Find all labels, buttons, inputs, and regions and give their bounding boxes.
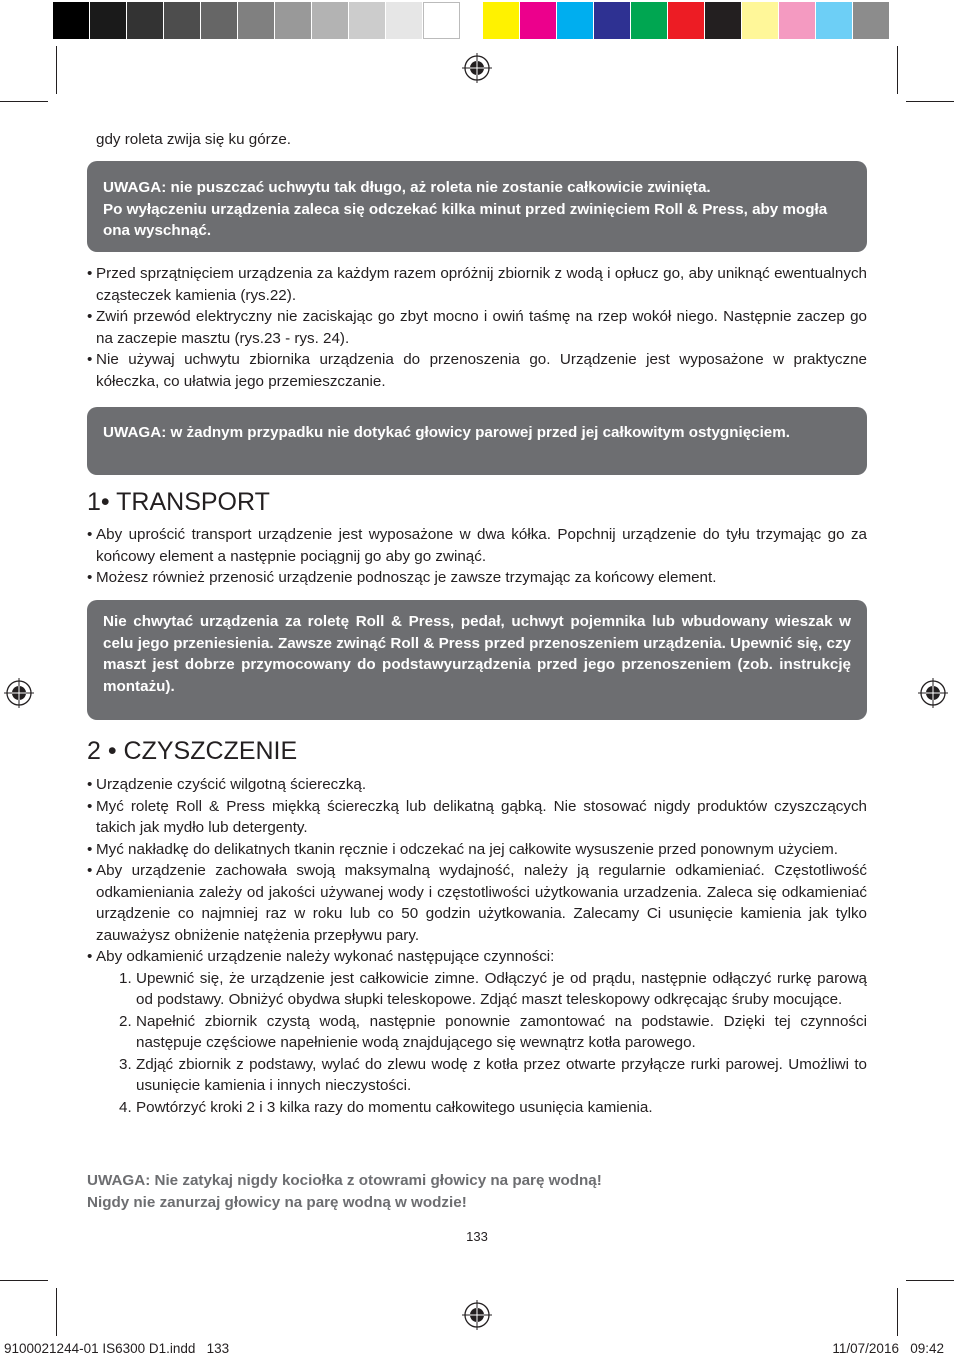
color-swatch	[779, 2, 816, 39]
crop-mark	[0, 1280, 48, 1281]
step-text: Napełnić zbiornik czystą wodą, następnie ponownie zamontować na podstawie. Dzięki tej czynności następuje częściowe napełnienie wodą znajdującego się wewnątrz kotła parowego.	[136, 1012, 867, 1051]
color-swatch	[853, 2, 890, 39]
crop-mark	[906, 101, 954, 102]
color-swatch	[816, 2, 853, 39]
footer-filename: 9100021244-01 IS6300 D1.indd 133	[4, 1341, 230, 1356]
page-number: 133	[466, 1229, 488, 1244]
color-swatch	[742, 2, 779, 39]
color-swatch	[668, 2, 705, 39]
intro-line: gdy roleta zwija się ku górze.	[96, 131, 291, 148]
list-item: • Nie używaj uchwytu zbiornika urządzenia do przenoszenia go. Urządzenie jest wyposażone w praktyczne kółeczka, co ułatwia jego przemieszczanie.	[87, 349, 867, 392]
list-item: • Możesz również przenosić urządzenie podnosząc je zawsze trzymając za końcowy element.	[87, 567, 867, 589]
step-number: 4.	[119, 1098, 132, 1116]
note-box-1	[87, 161, 867, 252]
color-swatch	[164, 2, 201, 39]
color-swatch	[275, 2, 312, 39]
color-swatch	[201, 2, 238, 39]
registration-mark-icon	[462, 1300, 492, 1330]
note-3-text: Nie chwytać urządzenia za roletę Roll & Press, pedał, uchwyt pojemnika lub wbudowany wieszak w celu jego przeniesienia. Zawsze zwinąć Roll & Press przed przenoszeniem urządzenia. Upewnić się, czy maszt jest dobrze przymocowany do podstawyurządzenia przed jego przenoszeniem (zob. instrukcję montażu).	[103, 613, 851, 695]
list-item: • Urządzenie czyścić wilgotną ściereczką.	[87, 774, 867, 796]
step-number: 1.	[119, 969, 132, 987]
crop-mark	[56, 46, 57, 94]
bullets-section-b	[87, 524, 867, 589]
list-item: • Przed sprzątnięciem urządzenia za każdym razem opróżnij zbiornik z wodą i opłucz go, aby uniknąć ewentualnych cząsteczek kamienia (rys.22).	[87, 263, 867, 306]
color-swatch	[423, 2, 460, 39]
step-item	[119, 1097, 867, 1119]
descaling-steps	[87, 968, 867, 1119]
step-item	[119, 968, 867, 1011]
color-swatch	[238, 2, 275, 39]
note-box-2	[87, 407, 867, 475]
list-item: • Myć nakładkę do delikatnych tkanin ręcznie i odczekać na jej całkowite wysuszenie przed ponownym użyciem.	[87, 839, 867, 861]
color-swatch	[483, 2, 520, 39]
crop-mark	[897, 46, 898, 94]
color-swatch	[53, 2, 90, 39]
final-warning-line-1: UWAGA: Nie zatykaj nigdy kociołka z otowrami głowicy na parę wodną!	[87, 1172, 602, 1189]
list-item: • Aby uprościć transport urządzenie jest wyposażone w dwa kółka. Popchnij urządzenie do tyłu trzymając go za końcowy element a następnie pociągnij go aby go zwinąć.	[87, 524, 867, 567]
step-item	[119, 1054, 867, 1097]
list-item: • Aby odkamienić urządzenie należy wykonać następujące czynności:	[87, 946, 867, 968]
registration-mark-icon	[4, 678, 34, 708]
note-1-line-1: UWAGA: nie puszczać uchwytu tak długo, aż roleta nie zostanie całkowicie zwinięta.	[103, 179, 711, 196]
color-swatch	[312, 2, 349, 39]
color-swatch	[349, 2, 386, 39]
step-item	[119, 1011, 867, 1054]
color-swatch	[386, 2, 423, 39]
crop-mark	[906, 1280, 954, 1281]
color-swatch	[127, 2, 164, 39]
note-box-3	[87, 600, 867, 720]
step-number: 3.	[119, 1055, 132, 1073]
crop-mark	[897, 1288, 898, 1336]
step-text: Upewnić się, że urządzenie jest całkowicie zimne. Odłączyć je od prądu, następnie odłączyć rurkę parową od podstawy. Obniżyć obydwa słupki teleskopowe. Zdjąć maszt teleskopowy odkręcając śruby mocujące.	[136, 969, 867, 1008]
color-swatch	[631, 2, 668, 39]
color-swatch	[520, 2, 557, 39]
crop-mark	[56, 1288, 57, 1336]
registration-mark-icon	[918, 678, 948, 708]
bullet-list	[87, 263, 867, 392]
color-swatch	[594, 2, 631, 39]
list-item: • Myć roletę Roll & Press miękką ściereczką lub delikatną gąbką. Nie stosować nigdy produktów czyszczących takich jak mydło lub detergenty.	[87, 796, 867, 839]
list-item: • Aby urządzenie zachowała swoją maksymalną wydajność, należy ją regularnie odkamieniać. Częstotliwość odkamieniania zależy od jakości używanej wody i częstotliwości użytkowania urzadzenia. Zaleca się odkamieniać urządzenie co najmniej raz w roku lub co 50 godzin użytkowania. Zalecamy Ci usunięcie kamienia jak tylko zauważysz obniżenie natężenia przepływu pary.	[87, 860, 867, 946]
color-swatch	[557, 2, 594, 39]
section-title-transport: 1• TRANSPORT	[87, 488, 270, 516]
bullet-list	[87, 524, 867, 589]
crop-mark	[0, 101, 48, 102]
bullet-list	[87, 774, 867, 968]
final-warning	[87, 1170, 602, 1213]
bullets-section-c	[87, 774, 867, 1118]
step-text: Powtórzyć kroki 2 i 3 kilka razy do momentu całkowitego usunięcia kamienia.	[136, 1098, 653, 1116]
process-color-bar	[483, 2, 890, 39]
registration-mark-icon	[462, 53, 492, 83]
color-swatch	[705, 2, 742, 39]
step-number: 2.	[119, 1012, 132, 1030]
bullets-section-a	[87, 263, 867, 392]
list-item: • Zwiń przewód elektryczny nie zaciskając go zbyt mocno i owiń taśmę na rzep wokół niego. Następnie zaczep go na zaczepie masztu (rys.23 - rys. 24).	[87, 306, 867, 349]
footer-date: 11/07/2016 09:42	[832, 1341, 944, 1356]
note-2-text: UWAGA: w żadnym przypadku nie dotykać głowicy parowej przed jej całkowitym ostygnięciem.	[103, 424, 790, 441]
final-warning-line-2: Nigdy nie zanurzaj głowicy na parę wodną w wodzie!	[87, 1193, 467, 1211]
grayscale-color-bar	[53, 2, 460, 39]
note-1-line-2: Po wyłączeniu urządzenia zaleca się odczekać kilka minut przed zwinięciem Roll & Press, aby mogła ona wyschnąć.	[103, 200, 828, 239]
section-title-cleaning: 2 • CZYSZCZENIE	[87, 737, 298, 765]
step-text: Zdjąć zbiornik z podstawy, wylać do zlewu wodę z kotła przez otwarte przyłącze rurki parowej. Umożliwi to usunięcie kamienia i innych nieczystości.	[136, 1055, 867, 1094]
color-swatch	[90, 2, 127, 39]
